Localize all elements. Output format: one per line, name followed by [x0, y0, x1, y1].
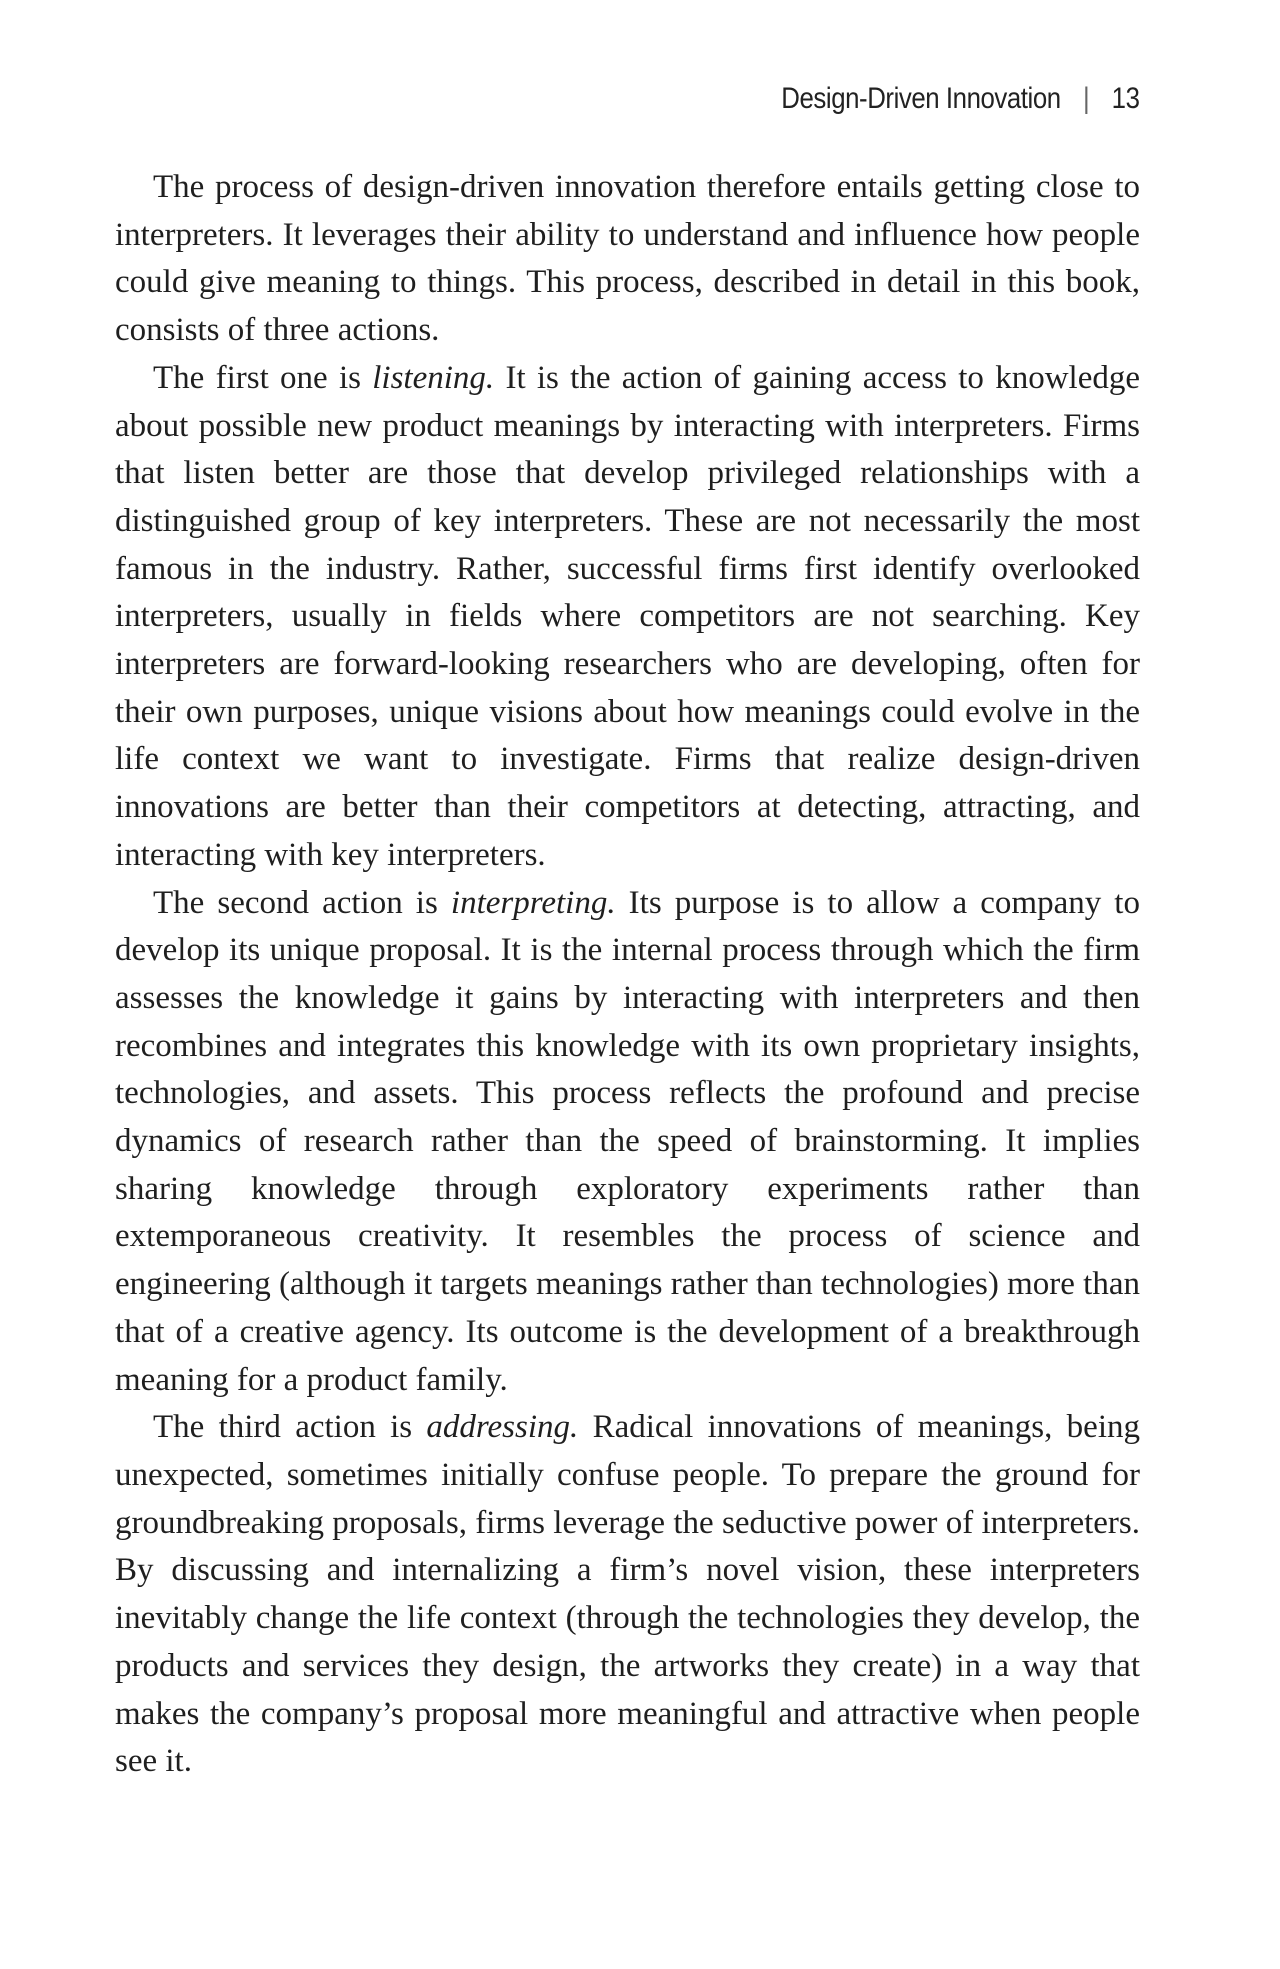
body-text [115, 164, 1140, 1786]
paragraph-1-text: The process of design-driven innovation therefore entails getting close to interpreters. It leverages their ability to understand and influence how people could give meaning to things. This process, described in detail in this book, consists of three actions. [115, 169, 1140, 349]
term-interpreting: interpreting. [450, 884, 616, 921]
paragraph-3-lead: The second action is [153, 884, 451, 921]
paragraph-2 [115, 355, 1140, 880]
paragraph-3 [115, 880, 1140, 1405]
paragraph-4-rest: Radical innovations of meanings, being unexpected, sometimes initially confuse people. To prepare the ground for groundbreaking proposals, firms leverage the seductive power of interpreters. By discussing and internalizing a firm’s novel vision, these interpreters inevitably change the life context (through the technologies they develop, the products and services they design, the artworks they create) in a way that makes the company’s proposal more meaningful and attractive when people see it. [115, 1409, 1140, 1780]
running-head [782, 82, 1140, 116]
paragraph-4 [115, 1404, 1140, 1786]
paragraph-3-rest: Its purpose is to allow a company to develop its unique proposal. It is the internal process through which the firm assesses the knowledge it gains by interacting with interpreters and then recombines and integrates this knowledge with its own proprietary insights, technologies, and assets. This process reflects the profound and precise dynamics of research rather than the speed of brainstorming. It implies sharing knowledge through exploratory experiments rather than extemporaneous creativity. It resembles the process of science and engineering (although it targets meanings rather than technologies) more than that of a creative agency. Its outcome is the development of a breakthrough meaning for a product family. [115, 884, 1140, 1398]
term-listening: listening. [372, 359, 495, 396]
term-addressing: addressing. [426, 1409, 579, 1446]
running-head-separator: | [1083, 82, 1090, 115]
paragraph-1 [115, 164, 1140, 355]
page-number: 13 [1112, 82, 1140, 115]
paragraph-2-rest: It is the action of gaining access to knowledge about possible new product meanings by interacting with interpreters. Firms that listen better are those that develop privileged relationships with a distinguished group of key interpreters. These are not necessarily the most famous in the industry. Rather, successful firms first identify overlooked interpreters, usually in fields where competitors are not searching. Key interpreters are forward-looking researchers who are developing, often for their own purposes, unique visions about how meanings could evolve in the life context we want to investigate. Firms that realize design-driven innovations are better than their competitors at detecting, attracting, and interacting with key interpreters. [115, 359, 1141, 873]
paragraph-4-lead: The third action is [153, 1409, 427, 1446]
running-head-title: Design-Driven Innovation [781, 82, 1062, 115]
paragraph-2-lead: The first one is [153, 359, 373, 396]
